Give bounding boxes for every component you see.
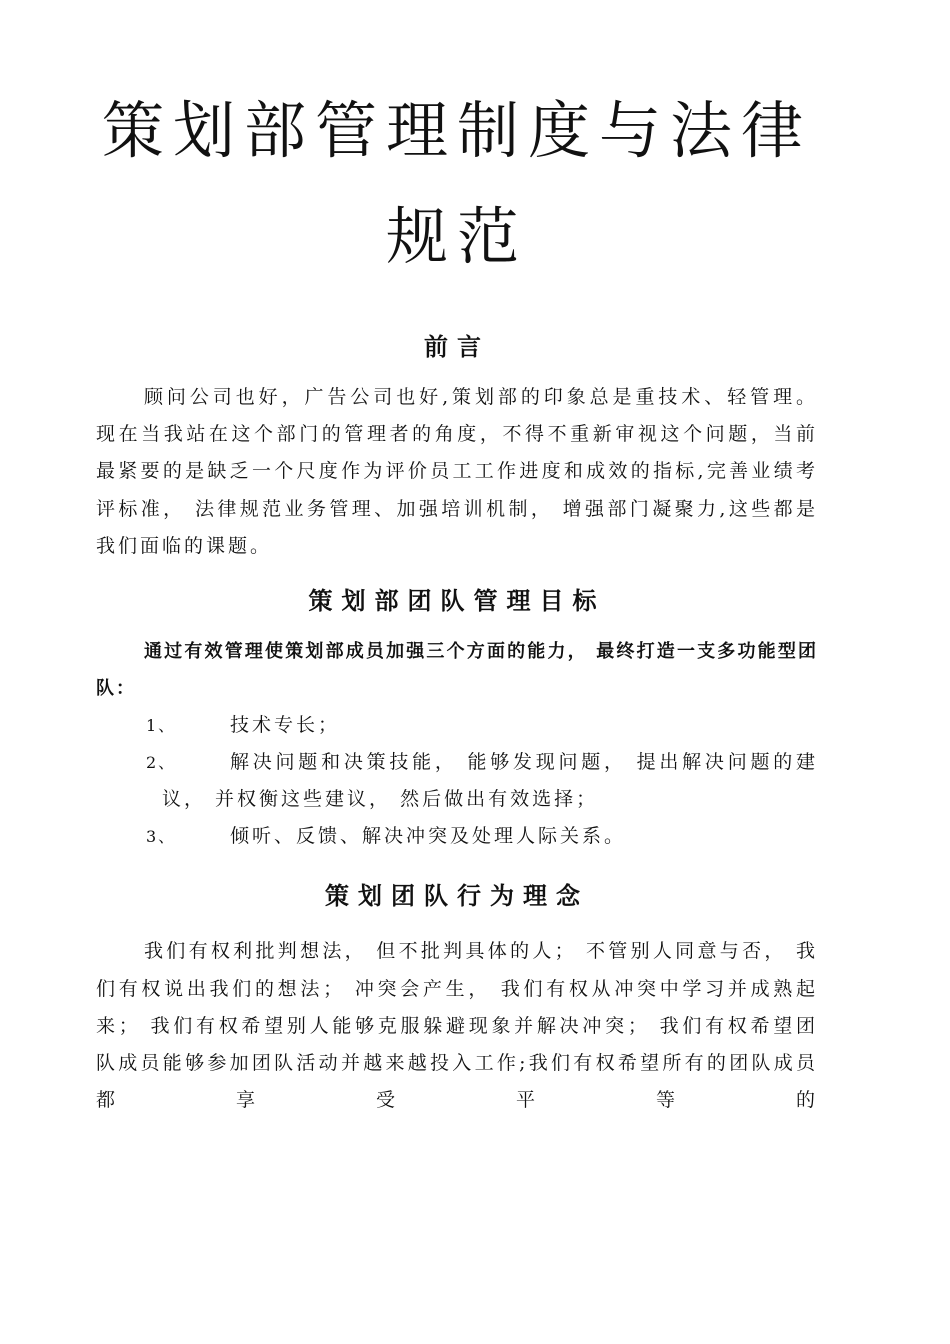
team-idea-body: 我们有权利批判想法， 但不批判具体的人； 不管别人同意与否， 我们有权说出我们的想法； 冲突会产生， 我们有权从冲突中学习并成熟起来； 我们有权希望别人能够克服躲避现象并解决冲突； 我们有权希望团队成员能够参加团队活动并越来越投入工作;我们有权希望所有的团队成员都享受平等的 <box>96 940 818 1112</box>
team-goal-list <box>96 707 818 855</box>
document-title: 策划部管理制度与法律规范 <box>101 94 812 273</box>
team-goal-intro: 通过有效管理使策划部成员加强三个方面的能力， 最终打造一支多功能型团队： <box>96 641 818 700</box>
list-item-number: 1、 <box>146 716 177 736</box>
preface-body: 顾问公司也好，广告公司也好,策划部的印象总是重技术、轻管理。 现在当我站在这个部门的管理者的角度，不得不重新审视这个问题，当前最紧要的是缺乏一个尺度作为评价员工工作进度和成效的指标,完善业绩考评标准， 法律规范业务管理、加强培训机制， 增强部门凝聚力,这些都是我们面临的课题。 <box>96 386 818 557</box>
preface-heading: 前言 <box>424 333 490 361</box>
list-item-number: 3、 <box>146 827 177 847</box>
list-item-text: 技术专长； <box>230 714 341 737</box>
list-item <box>96 744 818 818</box>
list-item <box>96 707 818 744</box>
document-page <box>96 0 818 1119</box>
list-item <box>96 818 818 855</box>
list-item-text: 倾听、反馈、解决冲突及处理人际关系。 <box>230 825 627 848</box>
list-item-number: 2、 <box>146 753 177 773</box>
team-goal-heading: 策划部团队管理目标 <box>308 587 606 616</box>
team-idea-heading: 策划团队行为理念 <box>325 882 589 911</box>
list-item-text: 解决问题和决策技能， 能够发现问题， 提出解决问题的建议， 并权衡这些建议， 然后做出有效选择； <box>162 751 818 811</box>
